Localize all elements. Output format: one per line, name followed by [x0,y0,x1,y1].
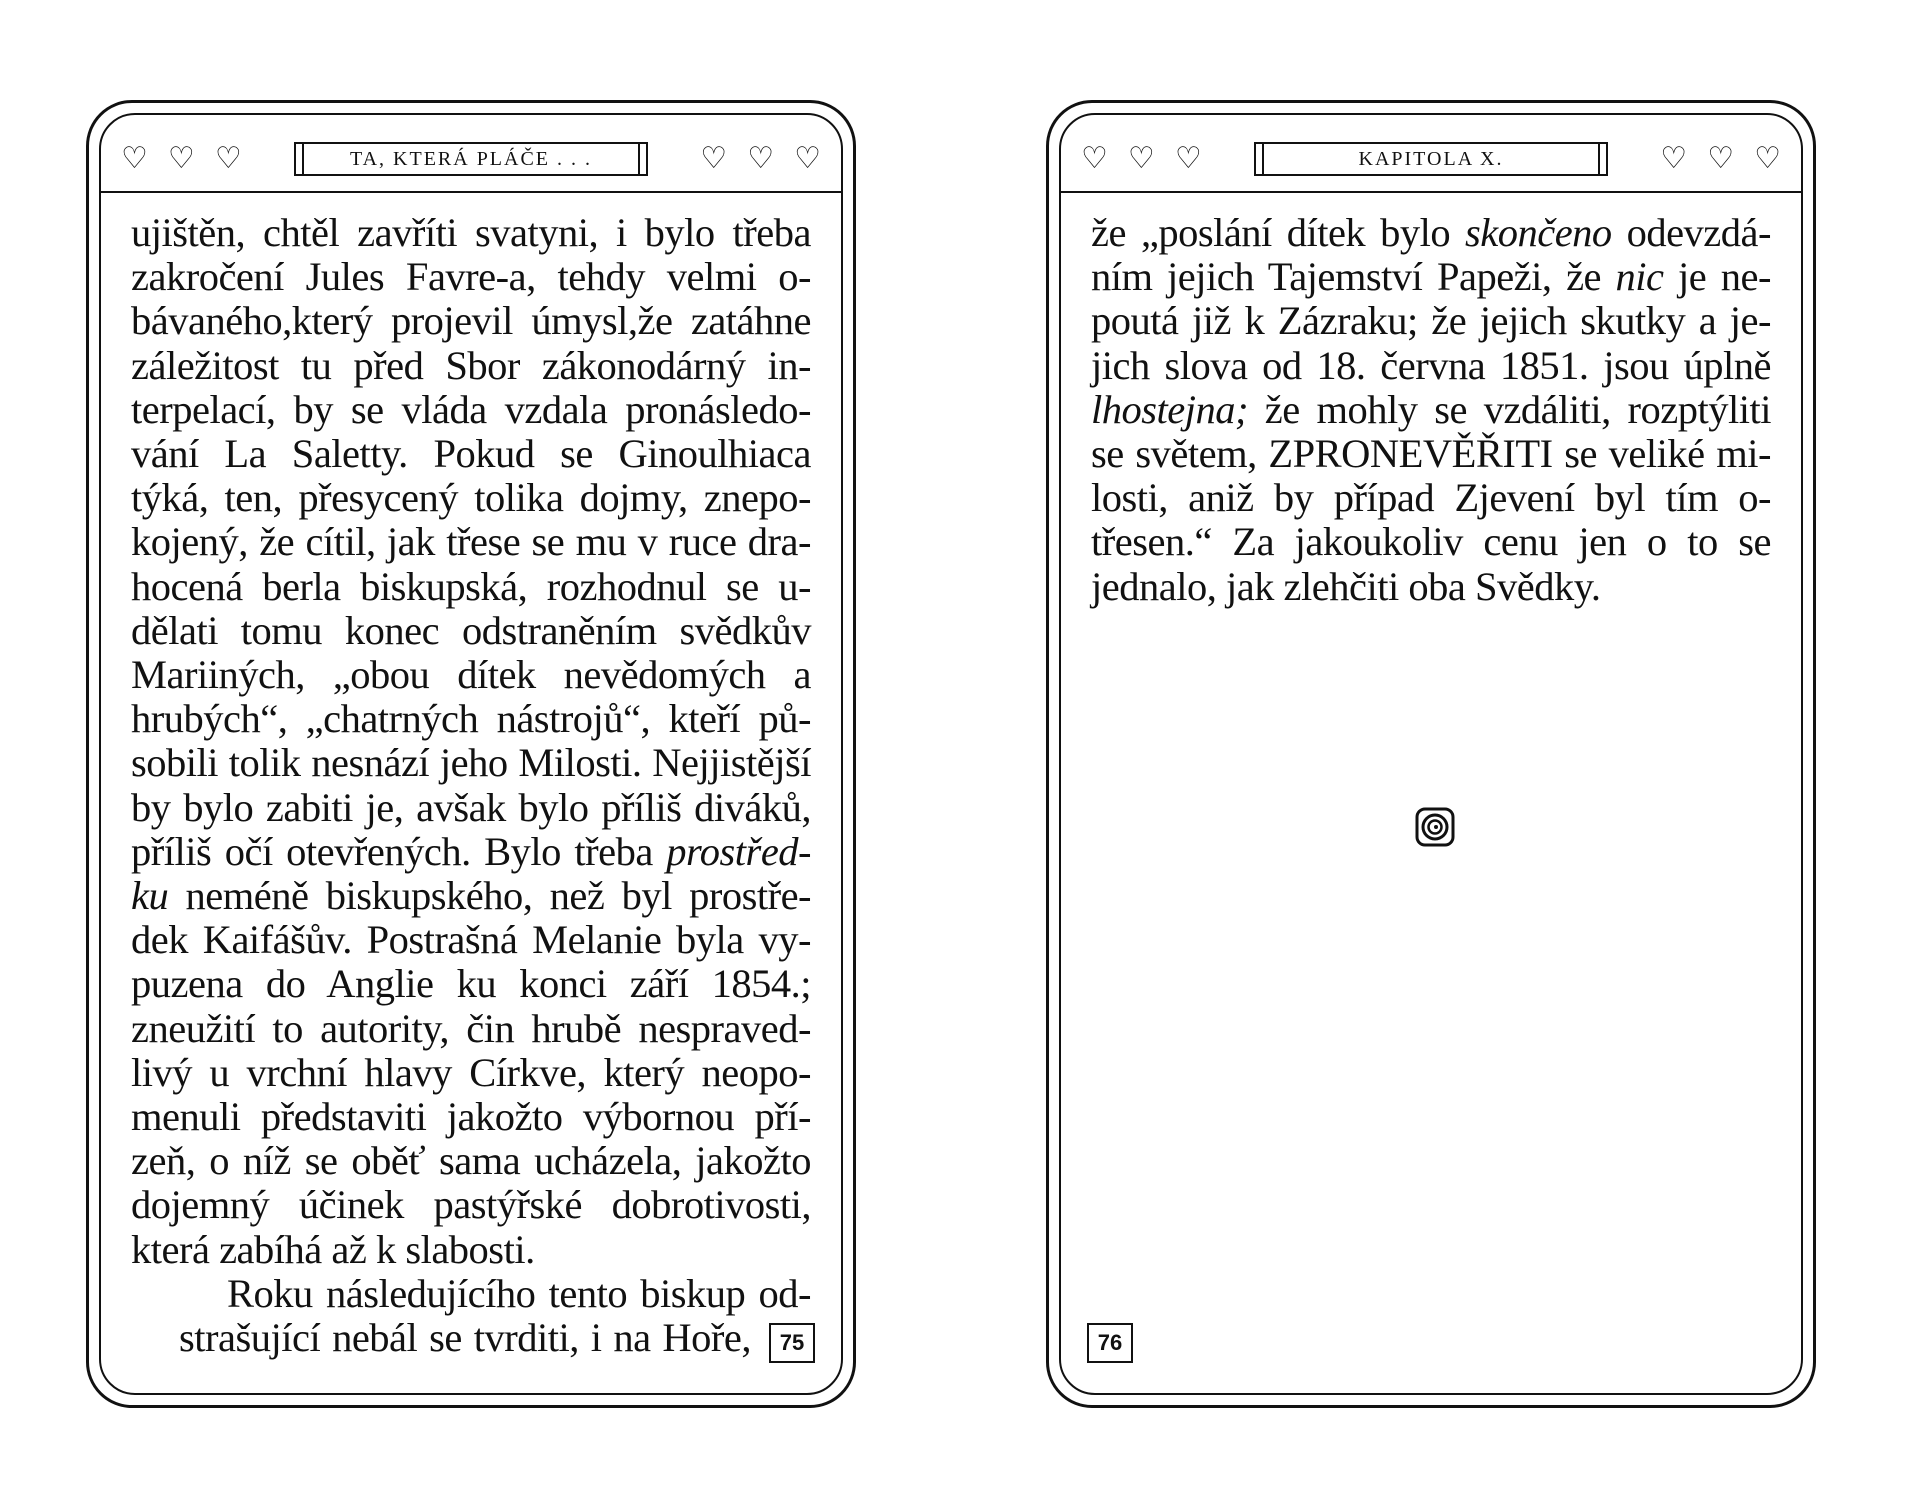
text-line: třesen.“ Za jakoukoliv cenu jen o to se [1091,519,1771,565]
right-page [1046,100,1816,1408]
right-header-hearts-start [1081,141,1202,176]
left-paragraph-2 [131,1272,811,1360]
text-line: by bylo zabiti je, avšak bylo příliš diváků, [131,784,811,830]
left-header-hearts-end [700,141,821,176]
heart-icon: ♡ [167,141,195,176]
heart-icon: ♡ [1660,141,1688,176]
right-page-inner-frame [1059,113,1803,1395]
spiral-ornament-icon [1415,807,1455,847]
heart-icon: ♡ [214,141,242,176]
text-line: bávaného,který projevil úmysl,že zatáhne [131,298,811,344]
text-line: sobili tolik nesnází jeho Milosti. Nejjistější [131,740,811,786]
heart-icon: ♡ [700,141,728,176]
text-line: hrubých“, „chatrných nástrojů“, kteří pů- [131,696,811,742]
text-line: Roku následujícího tento biskup od- [227,1270,811,1316]
text-line: záležitost tu před Sbor zákonodárný in- [131,342,811,388]
text-line: dek Kaifášův. Postrašná Melanie byla vy- [131,917,811,963]
text-line: zakročení Jules Favre-a, tehdy velmi o- [131,254,811,300]
text-line: terpelací, by se vláda vzdala pronásledo- [131,386,811,432]
text-line: která zabíhá až k slabosti. [131,1226,535,1272]
heart-icon: ♡ [1174,141,1202,176]
page-number: 75 [769,1323,815,1363]
heart-icon: ♡ [1707,141,1735,176]
left-header-hearts-start [121,141,242,176]
right-page-header [1081,137,1781,181]
text-line: ujištěn, chtěl zavříti svatyni, i bylo třeba [131,210,811,255]
left-page-inner-frame [99,113,843,1395]
left-page-header [121,137,821,181]
text-line: vání La Saletty. Pokud se Ginoulhiaca [131,431,811,477]
heart-icon: ♡ [1754,141,1781,176]
text-line: příliš očí otevřených. Bylo třeba prostřed- [131,828,812,874]
left-page [86,100,856,1408]
text-line: losti, aniž by případ Zjevení byl tím o- [1091,475,1771,521]
heart-icon: ♡ [794,141,821,176]
heart-icon: ♡ [1081,141,1108,176]
text-line: se světem, ZPRONEVĚŘITI se veliké mi- [1091,431,1771,477]
text-line: puzena do Anglie ku konci září 1854.; [131,961,812,1007]
heart-icon: ♡ [121,141,148,176]
right-body-text [1091,211,1771,609]
text-line: lhostejna; že mohly se vzdáliti, rozptýliti [1091,386,1772,432]
text-line: livý u vrchní hlavy Církve, který neopo- [131,1049,811,1095]
heart-icon: ♡ [1127,141,1155,176]
right-header-rule [1061,191,1801,193]
text-line: zeň, o níž se oběť sama ucházela, jakožto [131,1138,811,1184]
text-line: poutá již k Zázraku; že jejich skutky a je- [1091,298,1771,344]
left-header-rule [101,191,841,193]
text-line: dělati tomu konec odstraněním svědkův [131,607,811,653]
left-paragraph-1 [131,211,811,1272]
text-line: zneužití to autority, čin hrubě nespraved- [131,1005,811,1051]
right-paragraph-1 [1091,211,1771,609]
text-line: hocená berla biskupská, rozhodnul se u- [131,563,811,609]
text-line: menuli představiti jakožto výbornou pří- [131,1094,811,1140]
right-header-hearts-end [1660,141,1781,176]
text-line: jich slova od 18. června 1851. jsou úplně [1091,342,1771,388]
text-line: kojený, že cítil, jak třese se mu v ruce dra- [131,519,811,565]
left-running-title: TA, KTERÁ PLÁČE . . . [294,142,648,176]
text-line: Mariiných, „obou dítek nevědomých a [131,652,811,698]
text-line: že „poslání dítek bylo skončeno odevzdá- [1091,210,1771,255]
text-line: ku neméně biskupského, než byl prostře- [131,873,812,919]
text-line: strašující nebál se tvrditi, i na Hoře, [179,1315,751,1361]
heart-icon: ♡ [747,141,775,176]
page-number: 76 [1087,1323,1133,1363]
right-running-title: KAPITOLA X. [1254,142,1608,176]
left-body-text [131,211,811,1360]
text-line: dojemný účinek pastýřské dobrotivosti, [131,1182,811,1228]
text-line: ním jejich Tajemství Papeži, že nic je ne- [1091,254,1771,300]
text-line: jednalo, jak zlehčiti oba Svědky. [1091,563,1601,609]
text-line: týká, ten, přesycený tolika dojmy, znepo- [131,475,811,521]
